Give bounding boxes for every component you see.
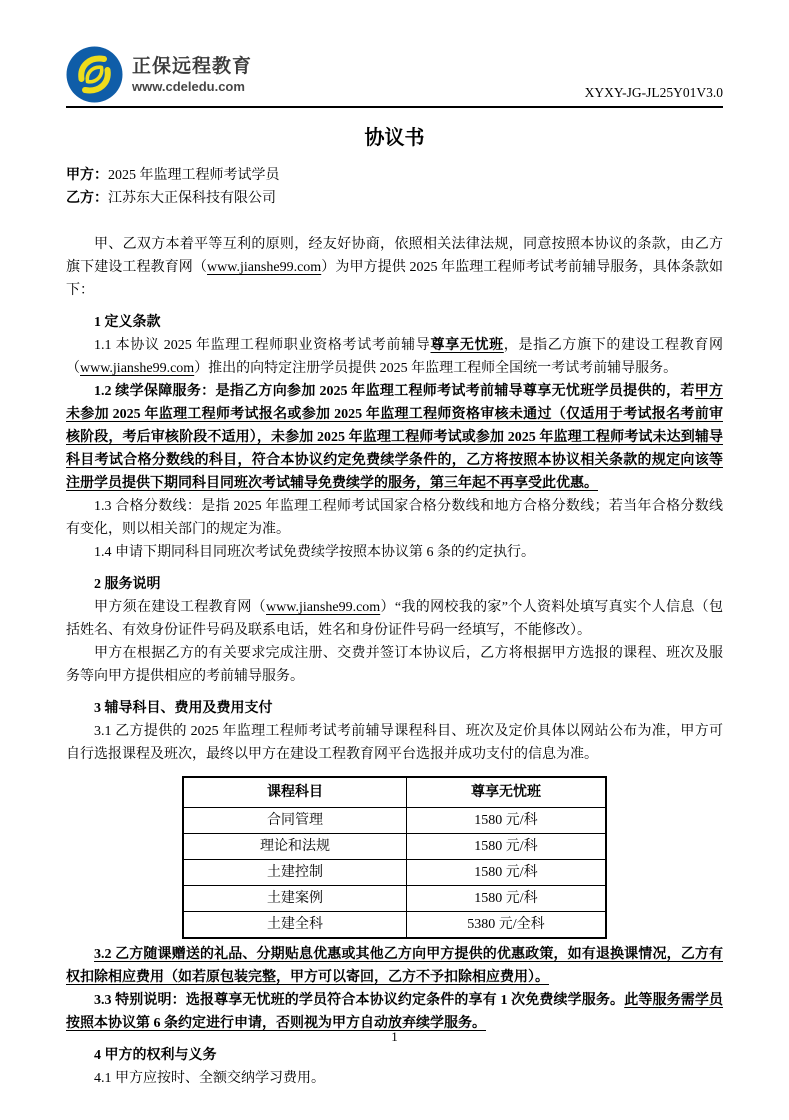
text-run: 1.2 续学保障服务：是指乙方向参加 2025 年监理工程师考试考前辅导尊享无忧班学员提供的，若 bbox=[94, 384, 695, 399]
text-run: 乙方： bbox=[66, 191, 108, 206]
table-cell: 土建控制 bbox=[183, 860, 407, 886]
table-cell: 1580 元/科 bbox=[407, 886, 607, 912]
table-row bbox=[183, 912, 606, 939]
document-body bbox=[66, 164, 723, 1090]
text-run: 甲方未参加 2025 年监理工程师考试报名或参加 2025 年监理工程师资格审核未通过（仅适用于考试报名考前审核阶段，考后审核阶段不适用），未参加 2025 年监理工程师考试或参加 2025 年监理工程师考试未达到辅导科目考试合格分数线的科目，符合本协议约定免费续学条件的，乙方将按照本协议相关条款的规定向该等注册学员提供下期同科目同班次考试辅导免费续学的服务，第三年起不再享受此优惠。 bbox=[66, 384, 724, 491]
table-cell: 5380 元/全科 bbox=[407, 912, 607, 939]
price-table-grid bbox=[182, 776, 607, 939]
text-run: ，是指乙方旗下的建设工程教育网（ bbox=[66, 338, 724, 376]
paragraph bbox=[66, 233, 723, 302]
party-line bbox=[66, 164, 723, 187]
text-run: 4 甲方的权利与义务 bbox=[94, 1048, 217, 1063]
paragraph bbox=[66, 541, 723, 564]
paragraph bbox=[66, 1067, 723, 1090]
text-run: 3.1 乙方提供的 2025 年监理工程师考试考前辅导课程科目、班次及定价具体以网站公布为准，甲方可自行选报课程及班次，最终以甲方在建设工程教育网平台选报并成功支付的信息为准。 bbox=[66, 724, 723, 762]
table-row bbox=[183, 860, 606, 886]
text-run: ）为甲方提供 2025 年监理工程师考试考前辅导服务，具体条款如下： bbox=[66, 260, 724, 298]
text-run: 3.2 乙方随课赠送的礼品、分期贴息优惠或其他乙方向甲方提供的优惠政策，如有退换课情况，乙方有权扣除相应费用（如若原包装完整，甲方可以寄回，乙方不予扣除相应费用）。 bbox=[66, 947, 723, 985]
section-heading bbox=[66, 573, 723, 596]
paragraph bbox=[66, 720, 723, 766]
text-run: 甲方： bbox=[66, 168, 108, 183]
column-header: 尊享无忧班 bbox=[407, 777, 607, 808]
table-cell: 1580 元/科 bbox=[407, 808, 607, 834]
text-run: 2025 年监理工程师考试学员 bbox=[108, 168, 280, 183]
price-table bbox=[66, 776, 723, 939]
text-run: 尊享无忧班 bbox=[430, 338, 504, 353]
table-cell: 理论和法规 bbox=[183, 834, 407, 860]
jianshe99-link[interactable]: www.jianshe99.com bbox=[80, 361, 195, 376]
jianshe99-link[interactable]: www.jianshe99.com bbox=[207, 260, 322, 275]
table-header-row bbox=[183, 777, 606, 808]
paragraph bbox=[66, 495, 723, 541]
brand-url: www.cdeledu.com bbox=[132, 78, 245, 94]
table-row bbox=[183, 808, 606, 834]
text-run: 此等服务需学员按照本协议第 6 条约定进行申请，否则视为甲方自动放弃续学服务。 bbox=[66, 993, 724, 1031]
section-heading bbox=[66, 697, 723, 720]
column-header: 课程科目 bbox=[183, 777, 407, 808]
page-number: 1 bbox=[391, 1029, 398, 1044]
text-run: 4.1 甲方应按时、全额交纳学习费用。 bbox=[94, 1071, 325, 1086]
section-heading bbox=[66, 311, 723, 334]
brand-text bbox=[132, 55, 252, 95]
table-row bbox=[183, 834, 606, 860]
text-run: 甲、乙双方本着平等互利的原则，经友好协商，依照相关法律法规，同意按照本协议的条款，由乙方旗下建设工程教育网（ bbox=[66, 237, 723, 275]
cdel-swirl-icon bbox=[66, 46, 123, 103]
paragraph bbox=[66, 334, 723, 380]
document-code: XYXY-JG-JL25Y01V3.0 bbox=[584, 85, 723, 100]
text-run: 1.3 合格分数线：是指 2025 年监理工程师考试国家合格分数线和地方合格分数线；若当年合格分数线有变化，则以相关部门的规定为准。 bbox=[66, 499, 723, 537]
page-header bbox=[66, 46, 723, 108]
paragraph bbox=[66, 596, 723, 642]
brand-name: 正保远程教育 bbox=[132, 55, 253, 77]
text-run: 甲方须在建设工程教育网（ bbox=[94, 600, 267, 615]
jianshe99-link[interactable]: www.jianshe99.com bbox=[266, 600, 381, 615]
spacer bbox=[66, 210, 723, 233]
brand-logo bbox=[66, 46, 252, 103]
text-run: 1 定义条款 bbox=[94, 315, 161, 330]
page-title: 协议书 bbox=[364, 127, 425, 149]
paragraph bbox=[66, 943, 723, 989]
table-cell: 合同管理 bbox=[183, 808, 407, 834]
text-run: 3 辅导科目、费用及费用支付 bbox=[94, 701, 273, 716]
paragraph bbox=[66, 380, 723, 495]
text-run: 3.3 特别说明：选报尊享无忧班的学员符合本协议约定条件的享有 1 次免费续学服务。 bbox=[94, 993, 625, 1008]
table-cell: 土建全科 bbox=[183, 912, 407, 939]
page-footer bbox=[0, 1028, 789, 1046]
text-run: 江苏东大正保科技有限公司 bbox=[108, 191, 276, 206]
party-line bbox=[66, 187, 723, 210]
table-cell: 1580 元/科 bbox=[407, 834, 607, 860]
text-run: 1.4 申请下期同科目同班次考试免费续学按照本协议第 6 条的约定执行。 bbox=[94, 545, 535, 560]
text-run: 甲方在根据乙方的有关要求完成注册、交费并签订本协议后，乙方将根据甲方选报的课程、班次及服务等向甲方提供相应的考前辅导服务。 bbox=[66, 646, 723, 684]
paragraph bbox=[66, 642, 723, 688]
text-run: 1.1 本协议 2025 年监理工程师职业资格考试考前辅导 bbox=[94, 338, 431, 353]
text-run: ）“我的网校我的家”个人资料处填写真实个人信息（包括姓名、有效身份证件号码及联系电话，姓名和身份证件号码一经填写，不能修改）。 bbox=[66, 600, 723, 638]
table-row bbox=[183, 886, 606, 912]
table-cell: 1580 元/科 bbox=[407, 860, 607, 886]
table-cell: 土建案例 bbox=[183, 886, 407, 912]
text-run: 2 服务说明 bbox=[94, 577, 161, 592]
text-run: ）推出的向特定注册学员提供 2025 年监理工程师全国统一考试考前辅导服务。 bbox=[194, 361, 678, 376]
section-heading bbox=[66, 1044, 723, 1067]
